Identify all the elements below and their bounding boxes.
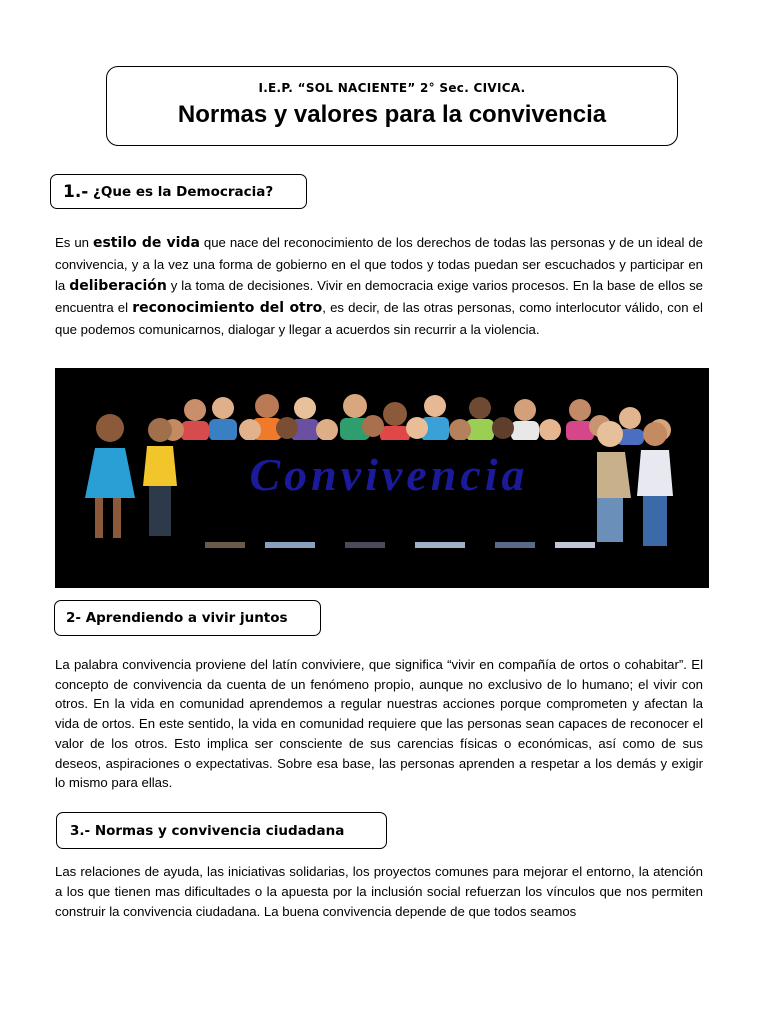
page-title: Normas y valores para la convivencia <box>177 101 607 128</box>
section-2-title: 2- Aprendiendo a vivir juntos <box>66 610 288 626</box>
keyword-reconocimiento: reconocimiento del otro <box>132 300 323 316</box>
text-run: que nace del reconocimiento de los derechos de todas las personas y de un ideal de convivencia, y a la vez una forma de gobierno en el que todos y todas puedan ser escuchados y participar en la <box>55 235 703 293</box>
section-1-heading <box>50 174 307 209</box>
text-run: , es decir, de las otras personas, como interlocutor válido, con el que podemos comunicarnos, dialogar y llegar a acuerdos sin recurrir a la violencia. <box>55 300 703 337</box>
convivencia-image <box>55 368 709 588</box>
section-2-paragraph: La palabra convivencia proviene del latín conviviere, que significa “vivir en compañía de ortos o cohabitar”. El concepto de convivencia da cuenta de un fenómeno propio, aunque no exclusivo de lo humano; el vivir con otros. En la vida en comunidad aprendemos a regular nuestras acciones porque comprometen y afectan la vida de ortos. En este sentido, la vida en comunidad requiere que las personas sean capaces de reconocer el valor de los otros. Esto implica ser consciente de sus carencias físicas o económicas, así como de sus deseos, aspiraciones o expectativas. Sobre esa base, las personas aprenden a respetar a los demás y exigir lo mismo para ellas. <box>55 657 703 791</box>
section-3-title: 3.- Normas y convivencia ciudadana <box>70 822 345 839</box>
section-1-title: ¿Que es la Democracia? <box>93 183 274 200</box>
keyword-deliberacion: deliberación <box>69 278 167 294</box>
keyword-estilo-de-vida: estilo de vida <box>92 235 200 251</box>
banner-text: Convivencia <box>249 449 529 500</box>
section-3-heading <box>56 812 387 849</box>
section-2-heading <box>54 600 321 636</box>
text-run: Es un <box>55 235 93 250</box>
section-3-paragraph: Las relaciones de ayuda, las iniciativas solidarias, los proyectos comunes para mejorar el entorno, la atención a los que tienen mas dificultades o la apuesta por la inclusión social refuerzan los vínculos que nos permiten construir la convivencia ciudadana. La buena convivencia depende de que todos seamos <box>55 864 703 919</box>
text-run: y la toma de decisiones. Vivir en democracia exige varios procesos. En la base de ellos se encuentra el <box>55 278 703 315</box>
section-1-number: 1.- <box>63 181 89 202</box>
school-line: I.E.P. “SOL NACIENTE” 2° Sec. CIVICA. <box>258 81 526 95</box>
section-1-paragraph <box>55 232 703 340</box>
header-box <box>106 66 678 146</box>
